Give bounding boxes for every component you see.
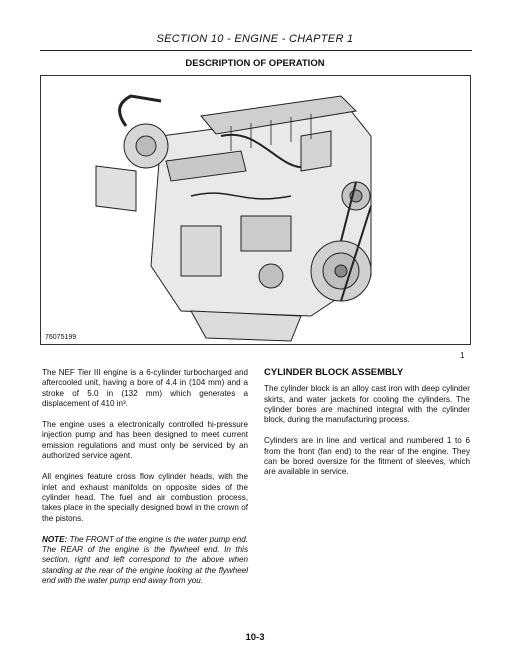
paragraph-cylinders: Cylinders are in line and vertical and numbered 1 to 6 from the front (fan end) to the rear of the engine. They can be bored oversize for the fitment of sleeves, which are available in service. [264,436,470,477]
engine-illustration [41,76,471,345]
paragraph-cylinder-heads: All engines feature cross flow cylinder heads, with the inlet and exhaust manifolds on opposite sides of the cylinder head. The fuel and air combustion process, takes place in the specially designed bowl in the crown of the pistons. [42,472,248,523]
note-text: The FRONT of the engine is the water pump end. The REAR of the engine is the flywheel end. In this section, right and left correspond to the above when standing at the rear of the engine looking at the flywheel end with the water pump end away from you. [42,534,248,586]
paragraph-injection-pump: The engine uses a electronically controlled hi-pressure injection pump and has been designed to meet current emission regulations and must only be serviced by an authorized service agent. [42,420,248,461]
figure-number: 1 [460,351,465,360]
cylinder-block-heading: CYLINDER BLOCK ASSEMBLY [264,367,404,378]
figure-id: 76075199 [45,334,77,341]
paragraph-cylinder-block: The cylinder block is an alloy cast iron with deep cylinder skirts, and water jackets for cooling the cylinders. The cylinder bores are machined integral with the cylinder block, during the manufacturing process. [264,384,470,425]
engine-figure [40,75,471,345]
note-paragraph [42,535,248,586]
page-title: DESCRIPTION OF OPERATION [185,58,325,69]
section-header: SECTION 10 - ENGINE - CHAPTER 1 [156,33,354,45]
paragraph-engine-specs: The NEF Tier III engine is a 6-cylinder turbocharged and aftercooled unit, having a bore of 4.4 in (104 mm) and a stroke of 5.0 in (132 mm) which generates a displacement of 410 in³. [42,368,248,408]
page-number: 10-3 [245,632,265,643]
note-label: NOTE: [42,534,68,544]
left-column [42,368,248,597]
header-rule [40,50,472,51]
right-column [264,368,470,489]
